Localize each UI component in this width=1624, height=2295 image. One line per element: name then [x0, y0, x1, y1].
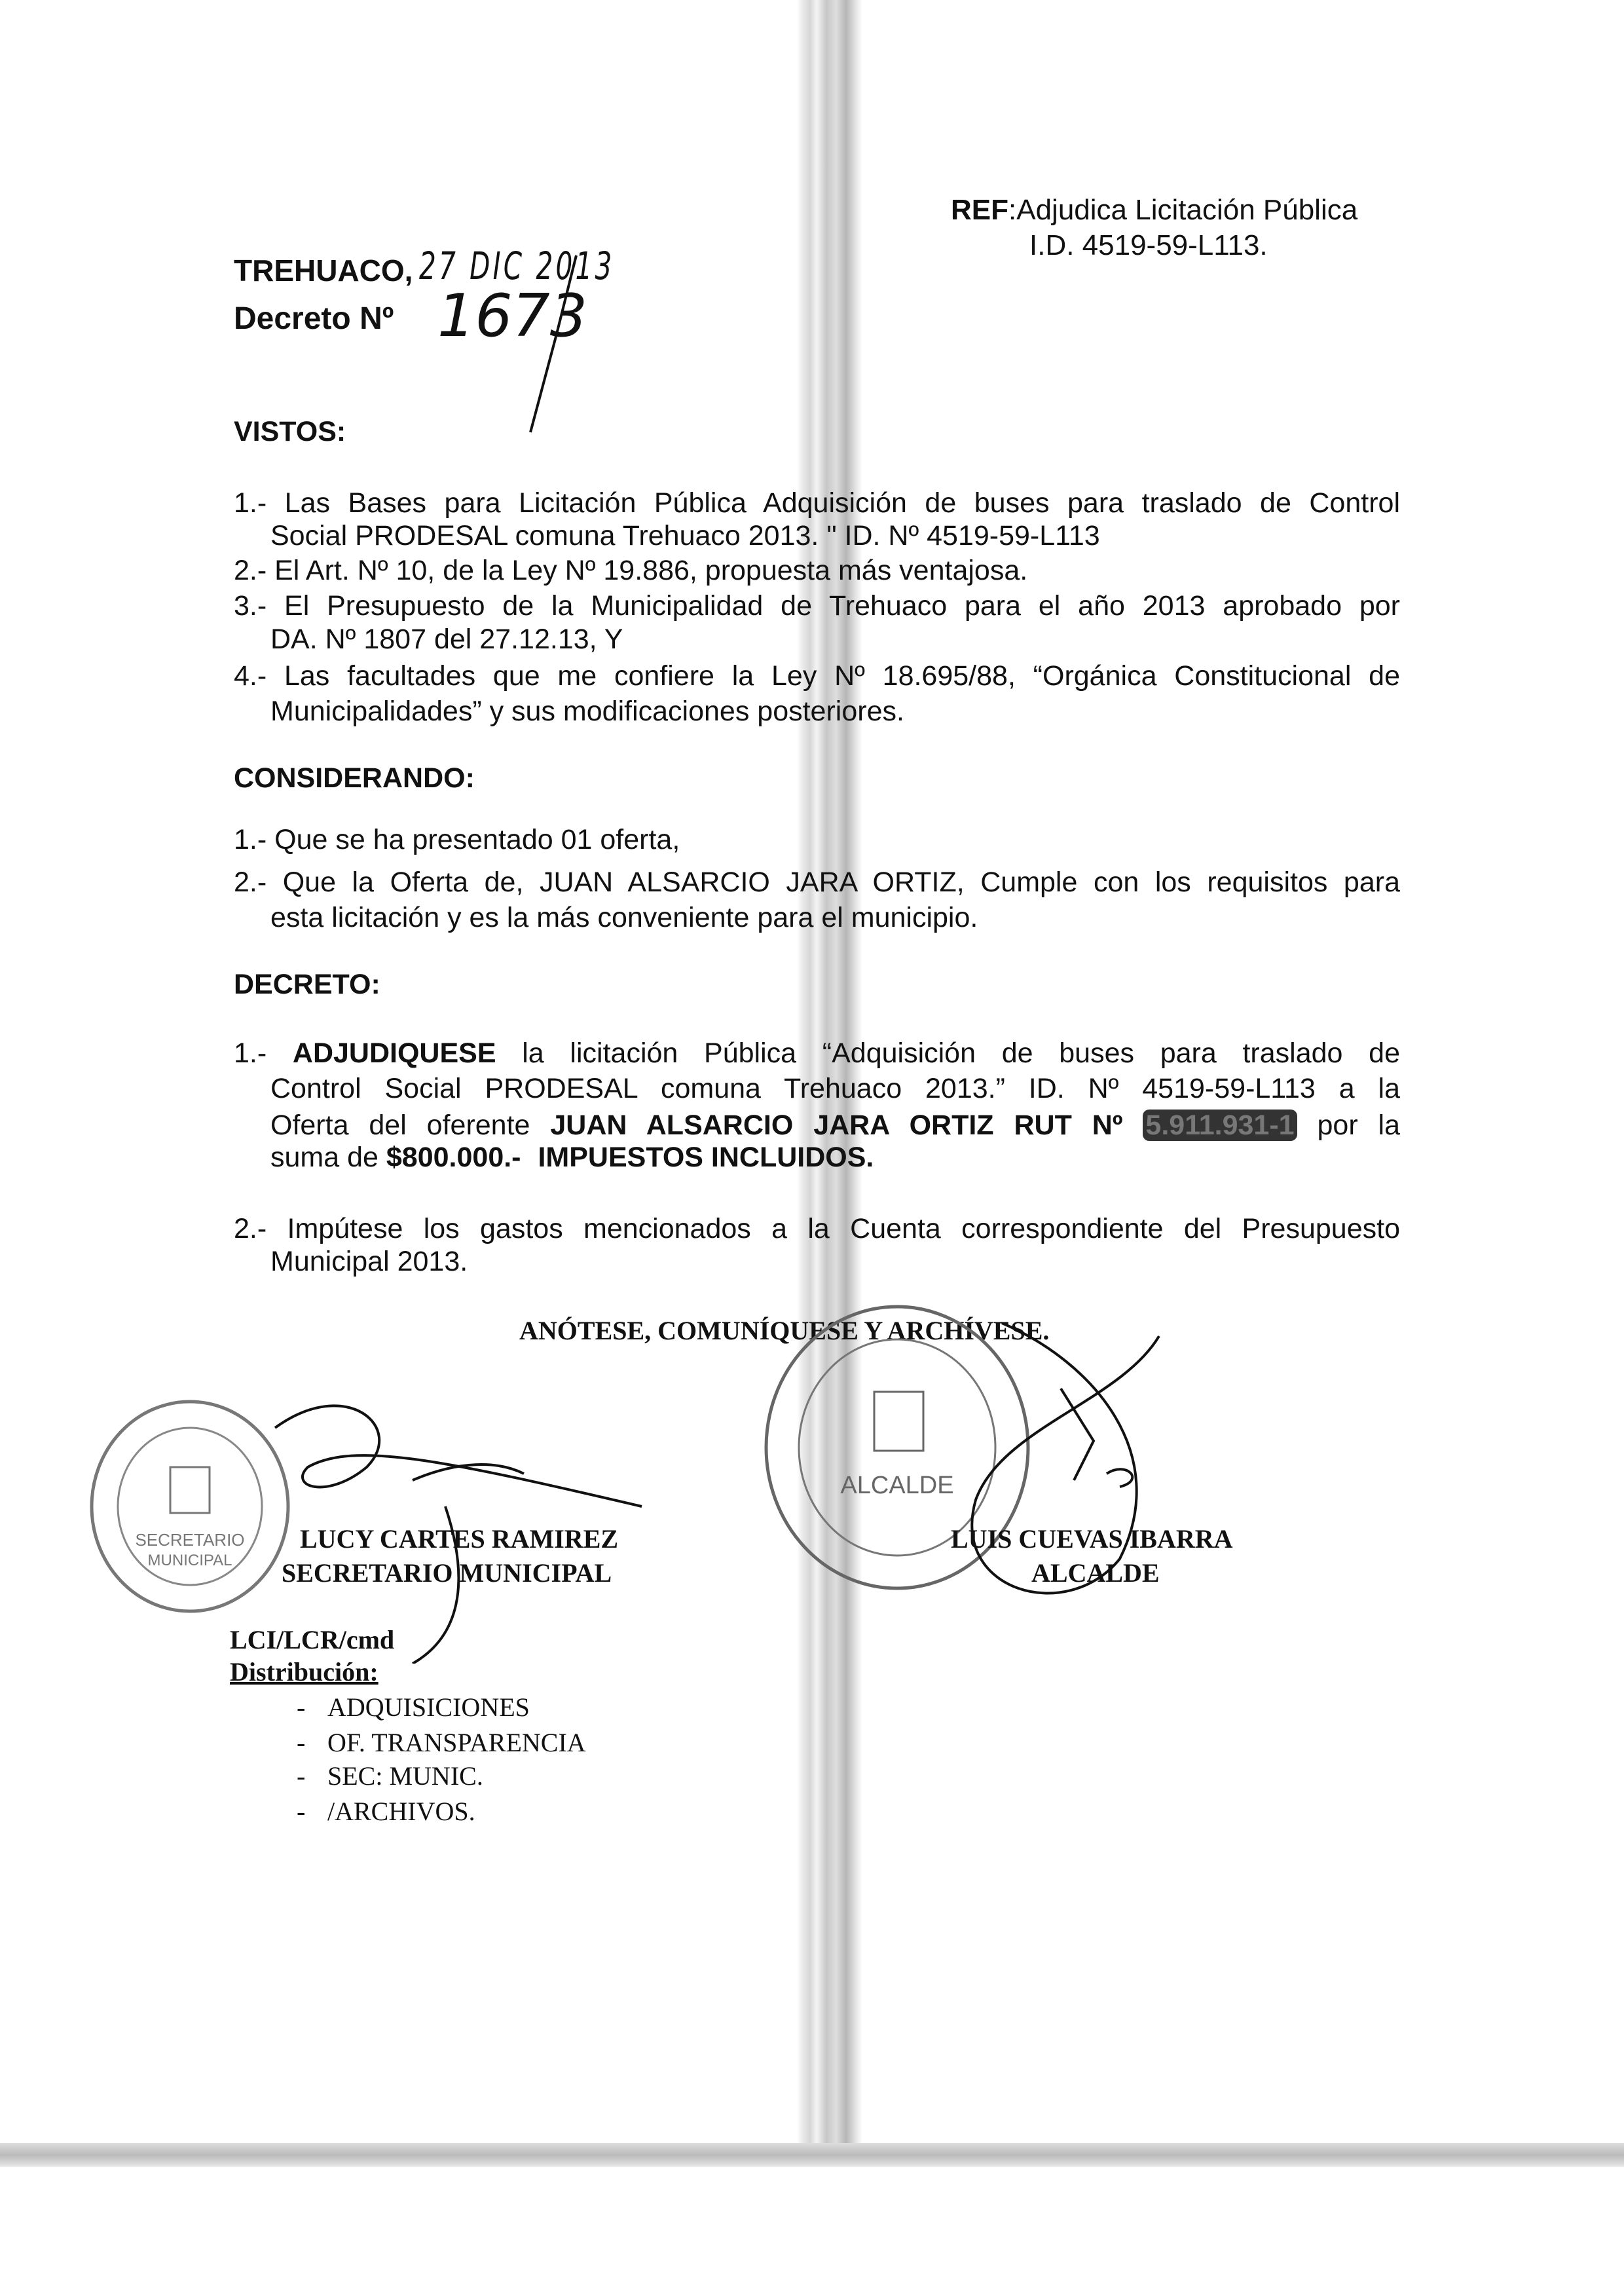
mayor-role: ALCALDE — [1031, 1558, 1160, 1588]
decreto-title: DECRETO: — [234, 969, 380, 1000]
secretary-name: LUCY CARTES RAMIREZ — [300, 1524, 619, 1554]
vistos-line: 2.- El Art. Nº 10, de la Ley Nº 19.886, propuesta más ventajosa. — [234, 555, 1028, 586]
decreto-item1-line3 — [270, 1109, 1400, 1142]
initials: LCI/LCR/cmd — [230, 1625, 395, 1654]
amount: $800.000.- — [386, 1142, 521, 1173]
dash: - — [297, 1797, 306, 1826]
text: por la — [1317, 1110, 1400, 1141]
decreto-item2-line1: 2.- Impútese los gastos mencionados a la Cuenta correspondiente del Presupuesto — [234, 1213, 1400, 1244]
date-stamp: 27 DIC 2013 — [419, 244, 615, 288]
place: TREHUACO, — [234, 253, 413, 288]
decree-number: 1673 — [437, 282, 588, 350]
secretary-role: SECRETARIO MUNICIPAL — [282, 1558, 612, 1588]
distribution-item: /ARCHIVOS. — [327, 1797, 475, 1826]
scan-edge-band — [0, 2143, 1624, 2167]
ref-label: REF — [951, 194, 1008, 226]
svg-text:ALCALDE: ALCALDE — [840, 1472, 954, 1499]
decreto-item1-line4 — [270, 1141, 874, 1174]
distribution-item: OF. TRANSPARENCIA — [327, 1728, 586, 1757]
closing-formula: ANÓTESE, COMUNÍQUESE Y ARCHÍVESE. — [519, 1316, 1050, 1345]
taxes-included: IMPUESTOS INCLUIDOS. — [538, 1142, 874, 1173]
bidder-name: JUAN ALSARCIO JARA ORTIZ RUT Nº — [550, 1110, 1123, 1141]
distribution-item: SEC: MUNIC. — [327, 1761, 483, 1791]
considerando-line: 2.- Que la Oferta de, JUAN ALSARCIO JARA ORTIZ, Cumple con los requisitos para — [234, 867, 1400, 898]
rut-redacted: 5.911.931-1 — [1143, 1110, 1297, 1141]
svg-text:MUNICIPAL: MUNICIPAL — [147, 1552, 232, 1569]
svg-text:SECRETARIO: SECRETARIO — [135, 1530, 245, 1550]
vistos-line: 1.- Las Bases para Licitación Pública Adquisición de buses para traslado de Control — [234, 487, 1400, 519]
dash: - — [297, 1761, 306, 1791]
decreto-item1-line1 — [234, 1037, 1400, 1070]
item-number: 1.- — [234, 1037, 267, 1069]
handwritten-slash — [511, 249, 589, 445]
dash: - — [297, 1728, 306, 1757]
vistos-line: DA. Nº 1807 del 27.12.13, Y — [270, 624, 623, 655]
text: Oferta del oferente — [270, 1110, 530, 1141]
distribution-title: Distribución: — [230, 1657, 378, 1687]
ref-id: I.D. 4519-59-L113. — [1029, 229, 1268, 261]
considerando-line: 1.- Que se ha presentado 01 oferta, — [234, 824, 680, 855]
mayor-seal-icon — [753, 1284, 1211, 1651]
mayor-name: LUIS CUEVAS IBARRA — [951, 1524, 1233, 1554]
vistos-title: VISTOS: — [234, 416, 346, 447]
vistos-line: 4.- Las facultades que me confiere la Ley Nº 18.695/88, “Orgánica Constitucional de — [234, 660, 1400, 692]
dash: - — [297, 1692, 306, 1722]
decree-label: Decreto Nº — [234, 301, 394, 336]
ref-text: :Adjudica Licitación Pública — [1008, 194, 1358, 226]
text: la licitación Pública “Adquisición de buses para traslado de — [522, 1037, 1401, 1069]
vistos-line: Social PRODESAL comuna Trehuaco 2013. " ID. Nº 4519-59-L113 — [270, 520, 1100, 551]
distribution-item: ADQUISICIONES — [327, 1692, 530, 1722]
considerando-line: esta licitación y es la más conveniente para el municipio. — [270, 902, 978, 933]
adjudiquese: ADJUDIQUESE — [292, 1037, 496, 1069]
considerando-title: CONSIDERANDO: — [234, 762, 475, 794]
ref-line — [951, 194, 1357, 227]
vistos-line: 3.- El Presupuesto de la Municipalidad de Trehuaco para el año 2013 aprobado por — [234, 590, 1400, 622]
vistos-line: Municipalidades” y sus modificaciones posteriores. — [270, 696, 904, 727]
text: suma de — [270, 1142, 378, 1173]
decreto-item2-line2: Municipal 2013. — [270, 1246, 468, 1277]
decreto-item1-line2: Control Social PRODESAL comuna Trehuaco 2013.” ID. Nº 4519-59-L113 a la — [270, 1073, 1400, 1104]
